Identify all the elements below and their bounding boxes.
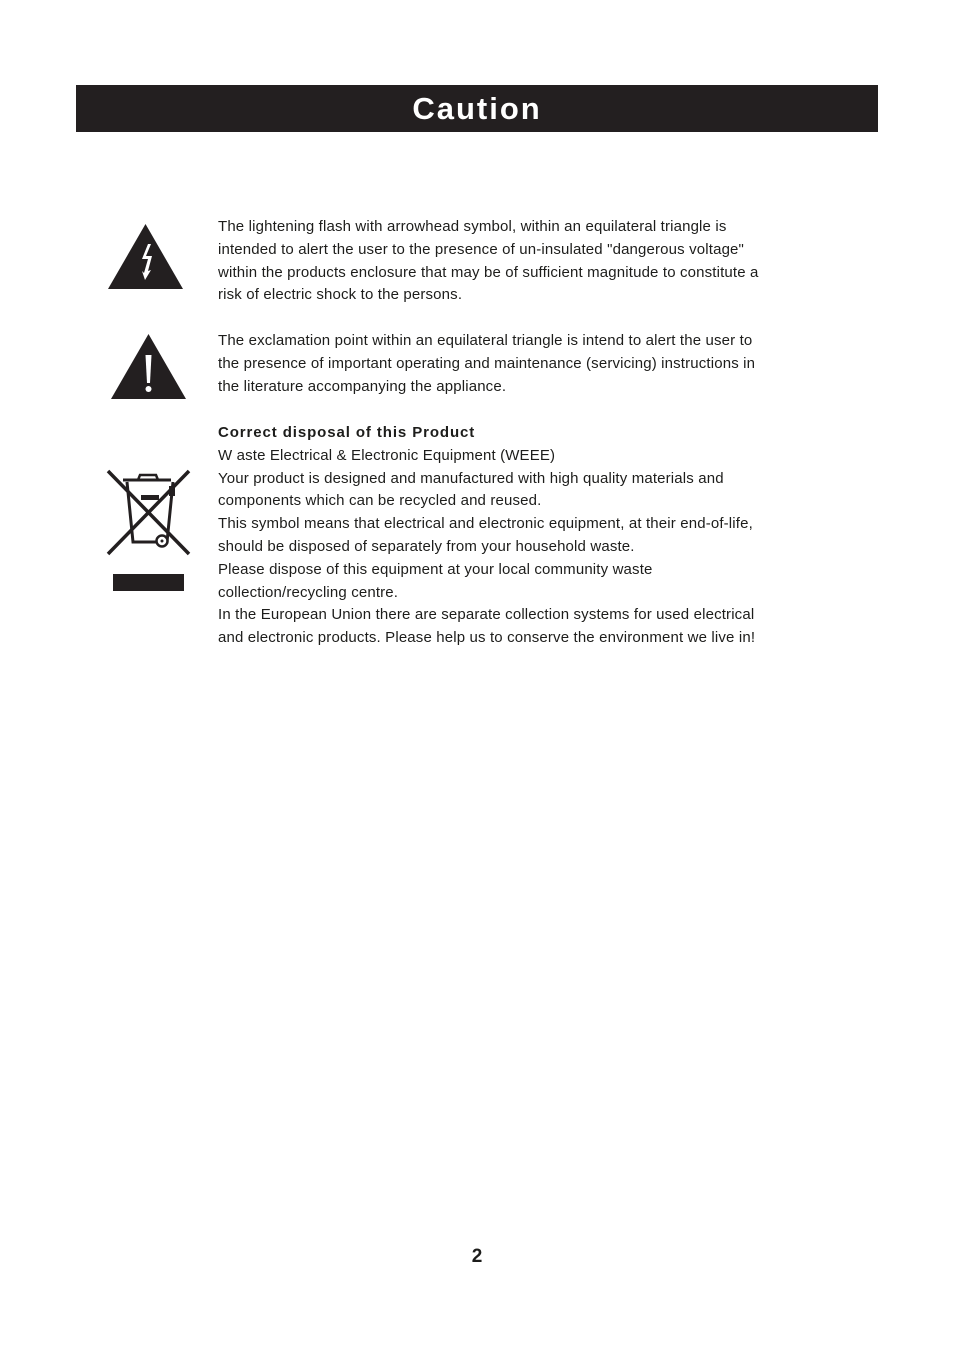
disposal-line-1: W aste Electrical & Electronic Equipment (WEEE) [218,446,556,464]
disposal-heading: Correct disposal of this Product [218,424,476,441]
disposal-line-7: collection/recycling centre. [218,583,399,601]
disposal-line-2: Your product is designed and manufactured with high quality materials and [218,469,724,487]
disposal-line-4: This symbol means that electrical and electronic equipment, at their end-of-life, [218,515,753,533]
crossed-out-wheelie-bin-icon [105,468,191,593]
voltage-line-1: The lightening flash with arrowhead symbol, within an equilateral triangle is [218,218,727,235]
exclamation-line-1: The exclamation point within an equilateral triangle is intend to alert the user to [218,332,753,349]
exclamation-warning-paragraph [218,330,828,398]
page-number: 2 [471,1246,483,1267]
page-title: Caution [412,91,542,126]
voltage-line-2: intended to alert the user to the presence of un-insulated "dangerous voltage" [218,240,745,258]
voltage-line-4: risk of electric shock to the persons. [218,286,463,304]
disposal-line-5: should be disposed of separately from your household waste. [218,537,635,555]
disposal-line-3: components which can be recycled and reused. [218,492,542,510]
caution-header-bar [76,85,878,132]
voltage-line-3: within the products enclosure that may be of sufficient magnitude to constitute a [218,263,759,281]
exclamation-line-2: the presence of important operating and maintenance (servicing) instructions in [218,354,756,372]
disposal-line-9: and electronic products. Please help us to conserve the environment we live in! [218,629,756,647]
disposal-line-6: Please dispose of this equipment at your local community waste [218,560,653,578]
disposal-line-8: In the European Union there are separate collection systems for used electrical [218,606,755,624]
exclamation-warning-icon [110,333,187,400]
exclamation-line-3: the literature accompanying the appliance. [218,377,507,395]
voltage-warning-paragraph [218,216,828,307]
lightning-warning-icon [107,223,184,290]
disposal-paragraph [218,422,828,650]
